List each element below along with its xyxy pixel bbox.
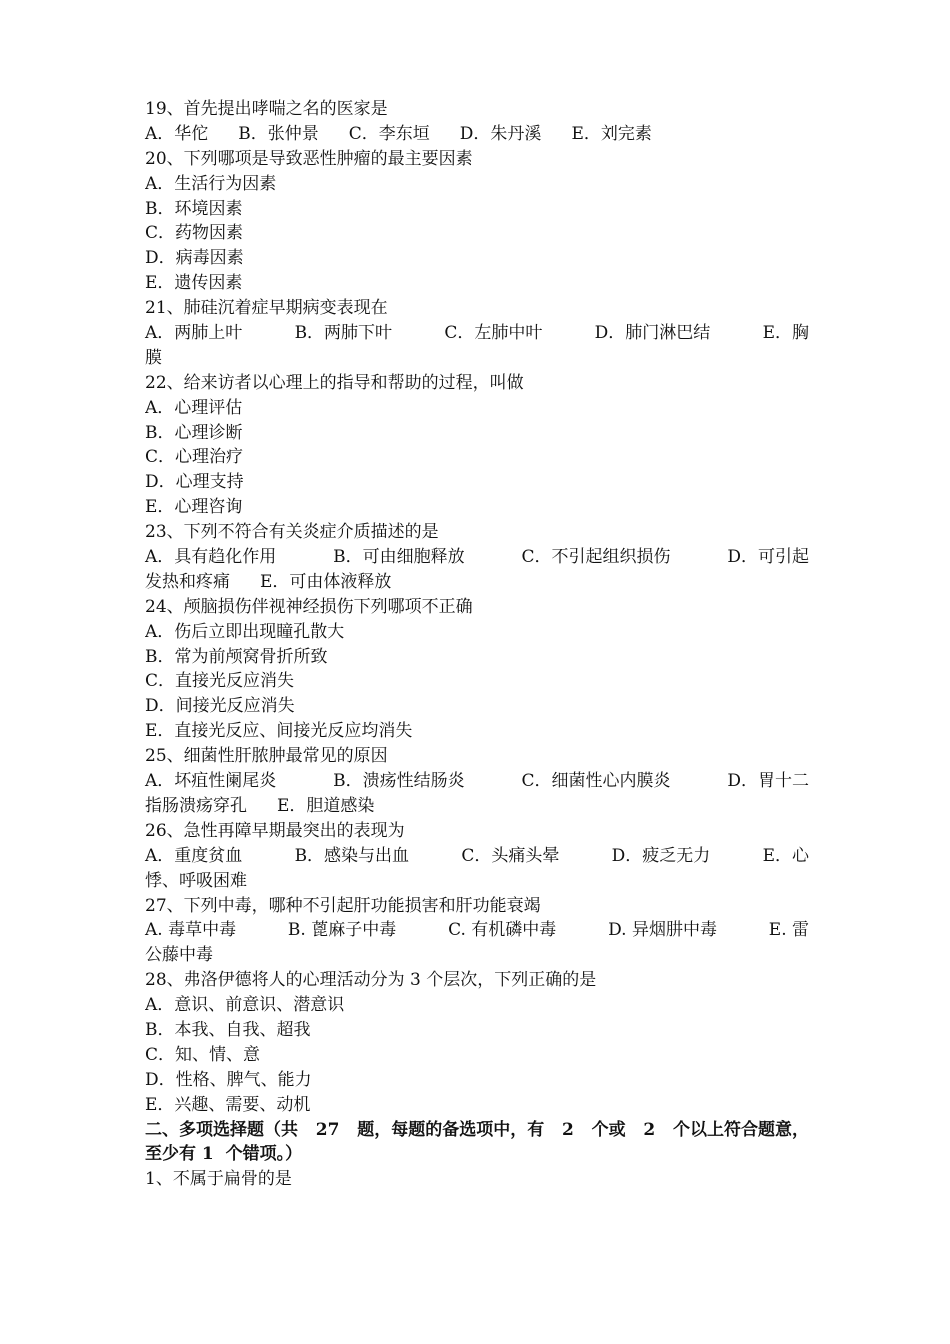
- option-a: A．坏疽性阑尾炎: [145, 771, 277, 792]
- question-21-options: [145, 321, 809, 346]
- option-a: A．心理评估: [145, 397, 243, 418]
- question-28-stem: 28、弗洛伊德将人的心理活动分为 3 个层次，下列正确的是: [145, 970, 597, 991]
- option-c: C．不引起组织损伤: [521, 547, 671, 568]
- option-a: A．华佗: [145, 123, 209, 144]
- option-e: E．心: [762, 845, 809, 866]
- question-23-options: [145, 545, 809, 570]
- question-25-options-continued: [145, 794, 809, 819]
- question-24-stem: 24、颅脑损伤伴视神经损伤下列哪项不正确: [145, 596, 473, 617]
- option-b: B. 蓖麻子中毒: [287, 920, 397, 941]
- question-21-stem: 21、肺硅沉着症早期病变表现在: [145, 298, 388, 319]
- question-23-options-continued: [145, 570, 809, 595]
- section-2-heading-part: 个或: [591, 1119, 626, 1140]
- option-a: A．生活行为因素: [145, 173, 277, 194]
- option-e: E．胆道感染: [277, 795, 375, 816]
- option-e: E．心理咨询: [145, 497, 243, 518]
- section-2-heading-part: 2: [561, 1119, 574, 1140]
- question-23-stem: 23、下列不符合有关炎症介质描述的是: [145, 522, 439, 543]
- question-27-stem: 27、下列中毒，哪种不引起肝功能损害和肝功能衰竭: [145, 895, 541, 916]
- option-c: C．李东垣: [348, 123, 430, 144]
- question-25-options: [145, 769, 809, 794]
- question-19-stem: 19、首先提出哮喘之名的医家是: [145, 99, 388, 119]
- option-b: B．本我、自我、超我: [145, 1019, 311, 1040]
- question-19-options: [145, 122, 809, 147]
- option-a: A．意识、前意识、潜意识: [145, 995, 345, 1016]
- option-d: D．胃十二: [727, 771, 809, 792]
- question-26-options: [145, 844, 809, 869]
- option-e-continued: 膜: [145, 347, 162, 368]
- multi-question-1-stem: 1、不属于扁骨的是: [145, 1169, 292, 1190]
- question-20-stem: 20、下列哪项是导致恶性肿瘤的最主要因素: [145, 148, 473, 169]
- question-25-stem: 25、细菌性肝脓肿最常见的原因: [145, 746, 388, 767]
- option-b: B．常为前颅窝骨折所致: [145, 646, 328, 667]
- option-e: E．胸: [762, 323, 809, 344]
- section-2-heading-part: 27: [315, 1119, 340, 1140]
- option-c: C．药物因素: [145, 223, 244, 244]
- option-b: B．心理诊断: [145, 422, 243, 443]
- option-c: C. 有机磷中毒: [448, 920, 557, 941]
- option-b: B．感染与出血: [294, 845, 410, 866]
- option-e: E．遗传因素: [145, 273, 243, 294]
- question-27-options: [145, 918, 809, 943]
- option-d: D．肺门淋巴结: [594, 323, 711, 344]
- option-c: C．头痛头晕: [461, 845, 560, 866]
- option-e-continued: 悸、呼吸困难: [145, 870, 247, 891]
- section-2-heading-part: 个以上符合题意，: [672, 1119, 809, 1140]
- section-2-heading-part: 2: [643, 1119, 656, 1140]
- option-c: C．左肺中叶: [444, 323, 543, 344]
- option-a: A．伤后立即出现瞳孔散大: [145, 621, 345, 642]
- option-c: C．直接光反应消失: [145, 671, 295, 692]
- option-e-continued: 公藤中毒: [145, 945, 213, 966]
- question-26-stem: 26、急性再障早期最突出的表现为: [145, 820, 405, 841]
- option-e: E．可由体液释放: [260, 571, 392, 592]
- option-d: D．朱丹溪: [459, 123, 542, 144]
- option-d: D．间接光反应消失: [145, 696, 295, 717]
- option-a: A．两肺上叶: [145, 323, 243, 344]
- option-d: D．病毒因素: [145, 248, 244, 269]
- option-e: E. 雷: [768, 920, 809, 941]
- option-b: B．可由细胞释放: [333, 547, 465, 568]
- option-a: A. 毒草中毒: [145, 920, 237, 941]
- section-2-heading: [145, 1118, 809, 1143]
- option-a: A．重度贫血: [145, 845, 243, 866]
- option-e: E．兴趣、需要、动机: [145, 1094, 311, 1115]
- option-b: B．溃疡性结肠炎: [333, 771, 465, 792]
- option-d: D．可引起: [727, 547, 809, 568]
- option-c: C．细菌性心内膜炎: [521, 771, 671, 792]
- option-e: E．直接光反应、间接光反应均消失: [145, 721, 413, 742]
- section-2-heading-part: 二、多项选择题（共: [145, 1119, 298, 1140]
- option-d: D．疲乏无力: [611, 845, 711, 866]
- option-b: B．张仲景: [238, 123, 319, 144]
- option-c: C．心理治疗: [145, 447, 244, 468]
- option-d-continued: 发热和疼痛: [145, 571, 230, 592]
- option-d-continued: 指肠溃疡穿孔: [145, 795, 247, 816]
- option-d: D．性格、脾气、能力: [145, 1069, 312, 1090]
- option-e: E．刘完素: [571, 123, 652, 144]
- option-c: C．知、情、意: [145, 1044, 261, 1065]
- option-b: B．环境因素: [145, 198, 243, 219]
- question-22-stem: 22、给来访者以心理上的指导和帮助的过程，叫做: [145, 372, 524, 393]
- option-a: A．具有趋化作用: [145, 547, 277, 568]
- option-d: D．心理支持: [145, 472, 244, 493]
- exam-page: [145, 97, 809, 1192]
- option-d: D. 异烟肼中毒: [608, 920, 717, 941]
- option-b: B．两肺下叶: [294, 323, 393, 344]
- section-2-heading-part: 题，每题的备选项中，有: [357, 1119, 545, 1140]
- section-2-heading-continued: 至少有 1 个错项。）: [145, 1144, 303, 1165]
